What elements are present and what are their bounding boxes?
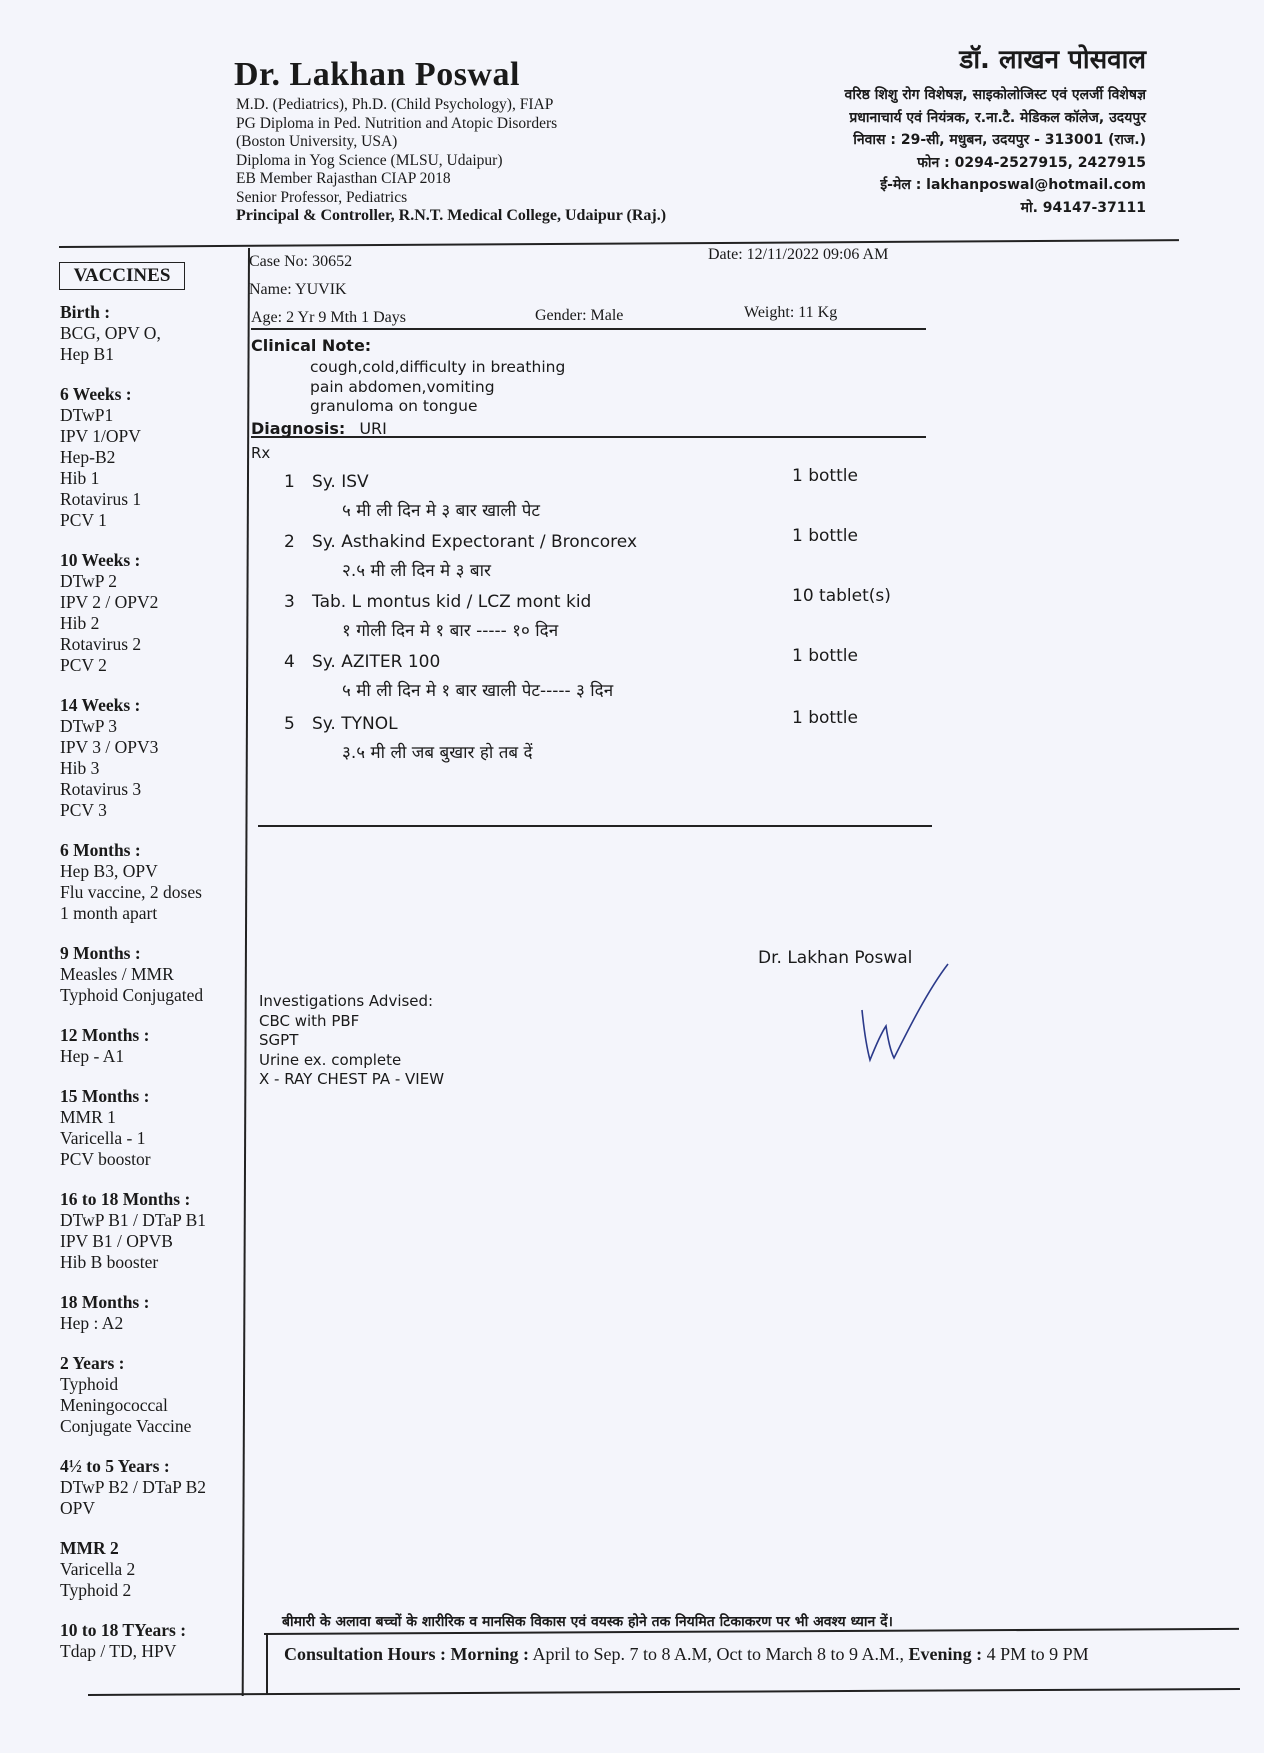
vaccine-group-heading: 16 to 18 Months : (60, 1189, 191, 1209)
vaccine-item: Meningococcal (60, 1395, 168, 1415)
vaccine-group-heading: 12 Months : (60, 1025, 150, 1045)
qualification-line: Senior Professor, Pediatrics (236, 188, 408, 206)
medicine-quantity: 1 bottle (792, 646, 858, 666)
vaccine-item: Hib 2 (60, 613, 100, 633)
vaccine-item: Rotavirus 1 (60, 489, 142, 509)
vaccine-group-heading: 10 Weeks : (60, 550, 141, 570)
hindi-line: प्रधानाचार्य एवं नियंत्रक, र.ना.टै. मेडिकल कॉलेज, उदयपुर (849, 109, 1146, 126)
vaccine-item: Typhoid Conjugated (60, 985, 204, 1005)
patient-name: Name: YUVIK (249, 281, 347, 298)
vaccine-item: MMR 1 (60, 1107, 116, 1127)
medicine-row (284, 646, 924, 672)
medicine-instruction: ३.५ मी ली जब बुखार हो तब दें (342, 743, 533, 763)
medicine-quantity: 1 bottle (792, 526, 858, 546)
vaccine-schedule (60, 302, 250, 1681)
vaccine-item: Typhoid (60, 1374, 119, 1394)
hindi-mobile-line: मो. 94147-37111 (1020, 199, 1146, 216)
vaccine-item: Rotavirus 2 (60, 634, 142, 654)
vaccine-item: IPV B1 / OPVB (60, 1231, 173, 1251)
clinical-notes (310, 358, 565, 417)
medicine-quantity: 1 bottle (792, 466, 858, 486)
morning-text: April to Sep. 7 to 8 A.M, Oct to March 8 to 9 A.M., (532, 1644, 905, 1664)
clinical-note-label: Clinical Note: (251, 336, 372, 355)
investigation-item: SGPT (259, 1031, 299, 1049)
vaccine-item: Hep B3, OPV (60, 861, 158, 881)
qualification-line: M.D. (Pediatrics), Ph.D. (Child Psychology), FIAP (236, 96, 554, 113)
medicine-name: Tab. L montus kid / LCZ mont kid (312, 592, 592, 612)
medicine-row (284, 526, 924, 552)
patient-age: Age: 2 Yr 9 Mth 1 Days (251, 309, 406, 326)
vaccine-item: Hib 3 (60, 758, 100, 778)
vaccine-group (60, 1538, 250, 1601)
investigation-item: X - RAY CHEST PA - VIEW (259, 1070, 445, 1088)
hours-label: Consultation Hours : (284, 1644, 447, 1664)
medicine-name: Sy. AZITER 100 (312, 652, 441, 672)
vaccine-item: BCG, OPV O, (60, 323, 161, 343)
principal-line: Principal & Controller, R.N.T. Medical College, Udaipur (Raj.) (236, 207, 667, 224)
vaccine-item: DTwP B2 / DTaP B2 (60, 1477, 206, 1497)
vaccine-item: Tdap / TD, HPV (60, 1641, 177, 1661)
footer-left-divider (266, 1634, 268, 1694)
vaccine-item: IPV 2 / OPV2 (60, 592, 159, 612)
medicine-instruction: ५ मी ली दिन मे ३ बार खाली पेट (342, 501, 540, 521)
vaccine-item: IPV 1/OPV (60, 426, 141, 446)
medicine-number: 5 (284, 714, 295, 734)
vaccine-item: Hib B booster (60, 1252, 159, 1272)
vaccine-group-heading: 10 to 18 TYears : (60, 1620, 187, 1640)
vaccine-item: PCV 3 (60, 800, 107, 820)
patient-weight: Weight: 11 Kg (744, 304, 838, 321)
vaccine-item: Typhoid 2 (60, 1580, 132, 1600)
header-divider (59, 239, 1179, 248)
clinical-note-line: cough,cold,difficulty in breathing (310, 358, 566, 376)
vaccine-group (60, 302, 250, 365)
visit-date: Date: 12/11/2022 09:06 AM (708, 246, 889, 263)
vaccine-group-heading: 15 Months : (60, 1086, 150, 1106)
qualification-line: (Boston University, USA) (236, 133, 398, 150)
medicine-row (284, 586, 924, 612)
vaccine-group (60, 1086, 250, 1170)
vaccine-item: Flu vaccine, 2 doses (60, 882, 202, 902)
clinical-note-line: granuloma on tongue (310, 397, 478, 415)
vaccine-item: Hep - A1 (60, 1046, 125, 1066)
medicine-quantity: 10 tablet(s) (792, 586, 891, 606)
vaccine-group (60, 384, 250, 531)
evening-label: Evening : (908, 1644, 983, 1664)
footer-bottom-divider (88, 1688, 1240, 1696)
vaccine-item: Hep : A2 (60, 1313, 124, 1333)
vaccine-item: Hep B1 (60, 344, 114, 364)
vaccine-item: Conjugate Vaccine (60, 1416, 192, 1436)
patient-gender: Gender: Male (535, 307, 624, 324)
vaccine-group-heading: 14 Weeks : (60, 695, 141, 715)
signer-name: Dr. Lakhan Poswal (758, 948, 913, 968)
vaccine-item: DTwP 3 (60, 716, 117, 736)
qualifications (236, 96, 666, 226)
medicine-instruction: ५ मी ली दिन मे १ बार खाली पेट----- ३ दिन (342, 681, 614, 701)
vaccine-item: DTwP1 (60, 405, 114, 425)
vaccine-group-heading: MMR 2 (60, 1538, 119, 1558)
vaccine-item: PCV boostor (60, 1149, 151, 1169)
vaccine-group (60, 550, 250, 676)
vaccine-item: DTwP 2 (60, 571, 117, 591)
vaccine-item: Rotavirus 3 (60, 779, 142, 799)
vaccine-item: DTwP B1 / DTaP B1 (60, 1210, 206, 1230)
hindi-email-line: ई-मेल : lakhanposwal@hotmail.com (880, 177, 1146, 193)
diagnosis-label: Diagnosis: (251, 419, 346, 438)
case-number: Case No: 30652 (249, 253, 353, 270)
vaccine-item: Measles / MMR (60, 964, 174, 984)
vaccine-item: Hep-B2 (60, 447, 116, 467)
investigation-item: Urine ex. complete (259, 1050, 402, 1069)
vaccines-title: VACCINES (59, 262, 185, 290)
diagnosis-value: URI (359, 419, 387, 438)
vaccine-group-heading: 2 Years : (60, 1353, 125, 1373)
medicine-number: 1 (284, 472, 295, 492)
medicine-name: Sy. TYNOL (312, 714, 398, 734)
medicine-row (284, 708, 924, 734)
footer-hindi-note: बीमारी के अलावा बच्चों के शारीरिक व मानसिक विकास एवं वयस्क होने तक नियमित टिकाकरण पर भी अवश्य ध्यान दें। (282, 1614, 893, 1630)
vaccine-item: Hib 1 (60, 468, 100, 488)
vaccine-group (60, 1353, 250, 1437)
vaccine-item: Varicella 2 (60, 1559, 136, 1579)
vaccine-group-heading: 18 Months : (60, 1292, 150, 1312)
vaccine-item: PCV 2 (60, 655, 107, 675)
investigations-label: Investigations Advised: (259, 992, 434, 1010)
vaccine-item: IPV 3 / OPV3 (60, 737, 159, 757)
investigation-item: CBC with PBF (259, 1011, 360, 1030)
medicine-name: Sy. ISV (312, 472, 369, 492)
hindi-doctor-name: डॉ. लाखन पोसवाल (959, 45, 1146, 75)
clinical-note-line: pain abdomen,vomiting (310, 377, 495, 396)
vaccine-item: OPV (60, 1498, 96, 1518)
evening-text: 4 PM to 9 PM (986, 1644, 1089, 1664)
rx-label: Rx (251, 444, 271, 462)
investigations (259, 992, 444, 1090)
consultation-hours (284, 1644, 1089, 1665)
medicine-number: 2 (284, 532, 295, 552)
vaccine-group (60, 1620, 250, 1662)
vaccine-group (60, 1456, 250, 1519)
medicine-row (284, 466, 924, 492)
vaccine-item: PCV 1 (60, 510, 107, 530)
vaccine-group (60, 1025, 250, 1067)
hindi-line: निवास : 29-सी, मधुबन, उदयपुर - 313001 (राज.) (853, 132, 1146, 148)
vaccine-group-heading: 9 Months : (60, 943, 141, 963)
vaccine-group-heading: Birth : (60, 302, 111, 322)
qualification-line: Diploma in Yog Science (MLSU, Udaipur) (236, 151, 503, 169)
vaccine-group (60, 1292, 250, 1334)
qualification-line: EB Member Rajasthan CIAP 2018 (236, 170, 451, 187)
medicine-quantity: 1 bottle (792, 708, 858, 728)
vaccine-group (60, 943, 250, 1006)
morning-label: Morning : (450, 1644, 530, 1664)
vaccine-group-heading: 6 Weeks : (60, 384, 132, 404)
vaccine-item: Varicella - 1 (60, 1128, 146, 1148)
rx-end-divider (258, 825, 932, 827)
hindi-line: फोन : 0294-2527915, 2427915 (917, 154, 1146, 171)
vaccine-group-heading: 4½ to 5 Years : (60, 1456, 170, 1476)
qualification-line: PG Diploma in Ped. Nutrition and Atopic Disorders (236, 114, 558, 132)
medicine-number: 3 (284, 592, 295, 612)
vaccine-item: 1 month apart (60, 903, 158, 923)
medicine-instruction: १ गोली दिन मे १ बार ----- १० दिन (342, 621, 559, 641)
vaccine-group (60, 1189, 250, 1273)
hindi-header (845, 40, 1146, 219)
vaccine-group (60, 695, 250, 821)
medicine-name: Sy. Asthakind Expectorant / Broncorex (312, 532, 638, 552)
patient-info-divider (251, 328, 926, 330)
medicine-number: 4 (284, 652, 295, 672)
diagnosis (251, 419, 387, 438)
vaccine-group-heading: 6 Months : (60, 840, 141, 860)
vaccine-group (60, 840, 250, 924)
hindi-line: वरिष्ठ शिशु रोग विशेषज्ञ, साइकोलोजिस्ट एवं एलर्जी विशेषज्ञ (844, 87, 1146, 103)
medicine-instruction: २.५ मी ली दिन मे ३ बार (342, 561, 491, 581)
doctor-name: Dr. Lakhan Poswal (234, 56, 520, 93)
signature-icon (850, 960, 960, 1070)
